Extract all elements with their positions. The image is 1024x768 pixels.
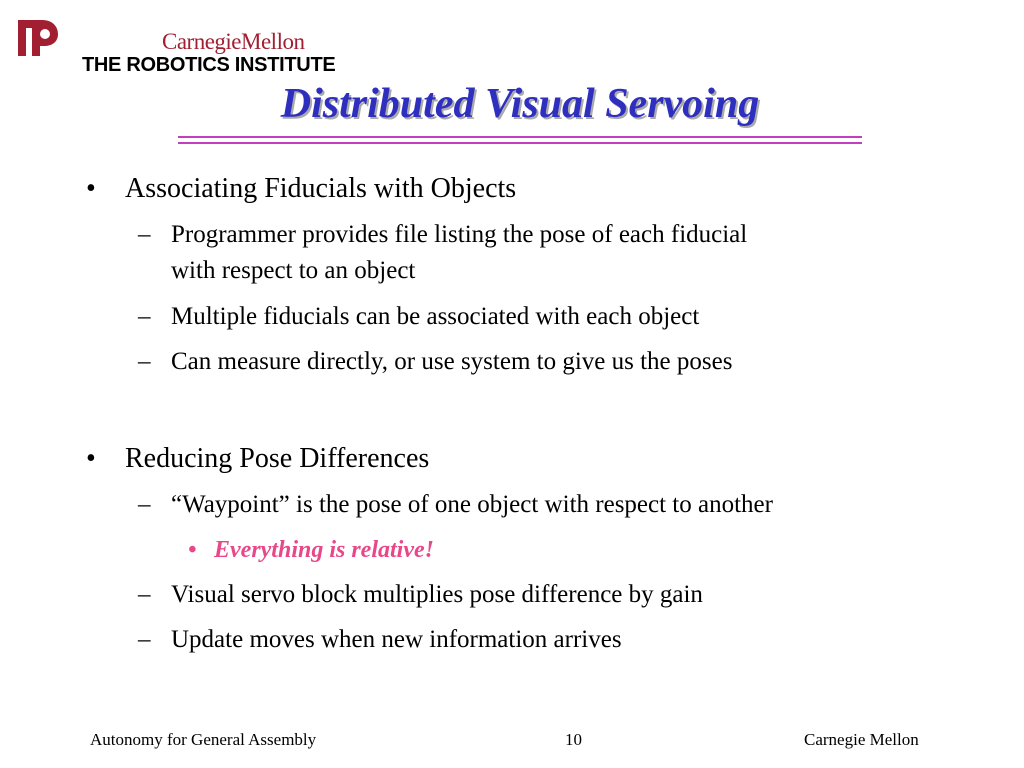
logo-carnegie-mellon: CarnegieMellon xyxy=(162,29,305,54)
footer-presentation-title: Autonomy for General Assembly xyxy=(90,730,317,749)
emphasis-text: Everything is relative! xyxy=(214,537,434,563)
bullet-marker: • xyxy=(86,173,96,204)
cmu-ri-logo xyxy=(14,16,336,76)
sub-bullet-line: “Waypoint” is the pose of one object with respect to another xyxy=(171,491,773,518)
dash-marker: – xyxy=(138,348,151,375)
cmu-ri-logo-mark-icon xyxy=(14,16,62,60)
dash-marker: – xyxy=(138,221,151,248)
dash-marker: – xyxy=(138,581,151,608)
dash-marker: – xyxy=(138,626,151,653)
bullet-heading: Associating Fiducials with Objects xyxy=(125,173,517,204)
sub-bullet-line: Programmer provides file listing the pose of each fiducial xyxy=(171,221,748,248)
sub-bullet-line: Update moves when new information arrives xyxy=(171,626,622,653)
bullet-marker: • xyxy=(86,443,96,474)
dash-marker: – xyxy=(138,491,151,518)
bullet-heading: Reducing Pose Differences xyxy=(125,443,430,474)
slide-title: Distributed Visual Servoing xyxy=(280,81,760,127)
footer-organization: Carnegie Mellon xyxy=(804,730,919,749)
sub-bullet-line: Can measure directly, or use system to give us the poses xyxy=(171,348,733,375)
sub-bullet-line: Multiple fiducials can be associated with each object xyxy=(171,303,700,330)
sub-bullet-line-continued: with respect to an object xyxy=(171,257,416,284)
footer-page-number: 10 xyxy=(565,730,582,749)
dash-marker: – xyxy=(138,303,151,330)
sub-bullet-line: Visual servo block multiplies pose difference by gain xyxy=(171,581,703,608)
title-underline-top xyxy=(178,136,862,138)
title-underline-bottom xyxy=(178,142,862,144)
logo-robotics-institute: THE ROBOTICS INSTITUTE xyxy=(82,54,336,76)
sub-sub-bullet-marker: • xyxy=(188,537,197,563)
